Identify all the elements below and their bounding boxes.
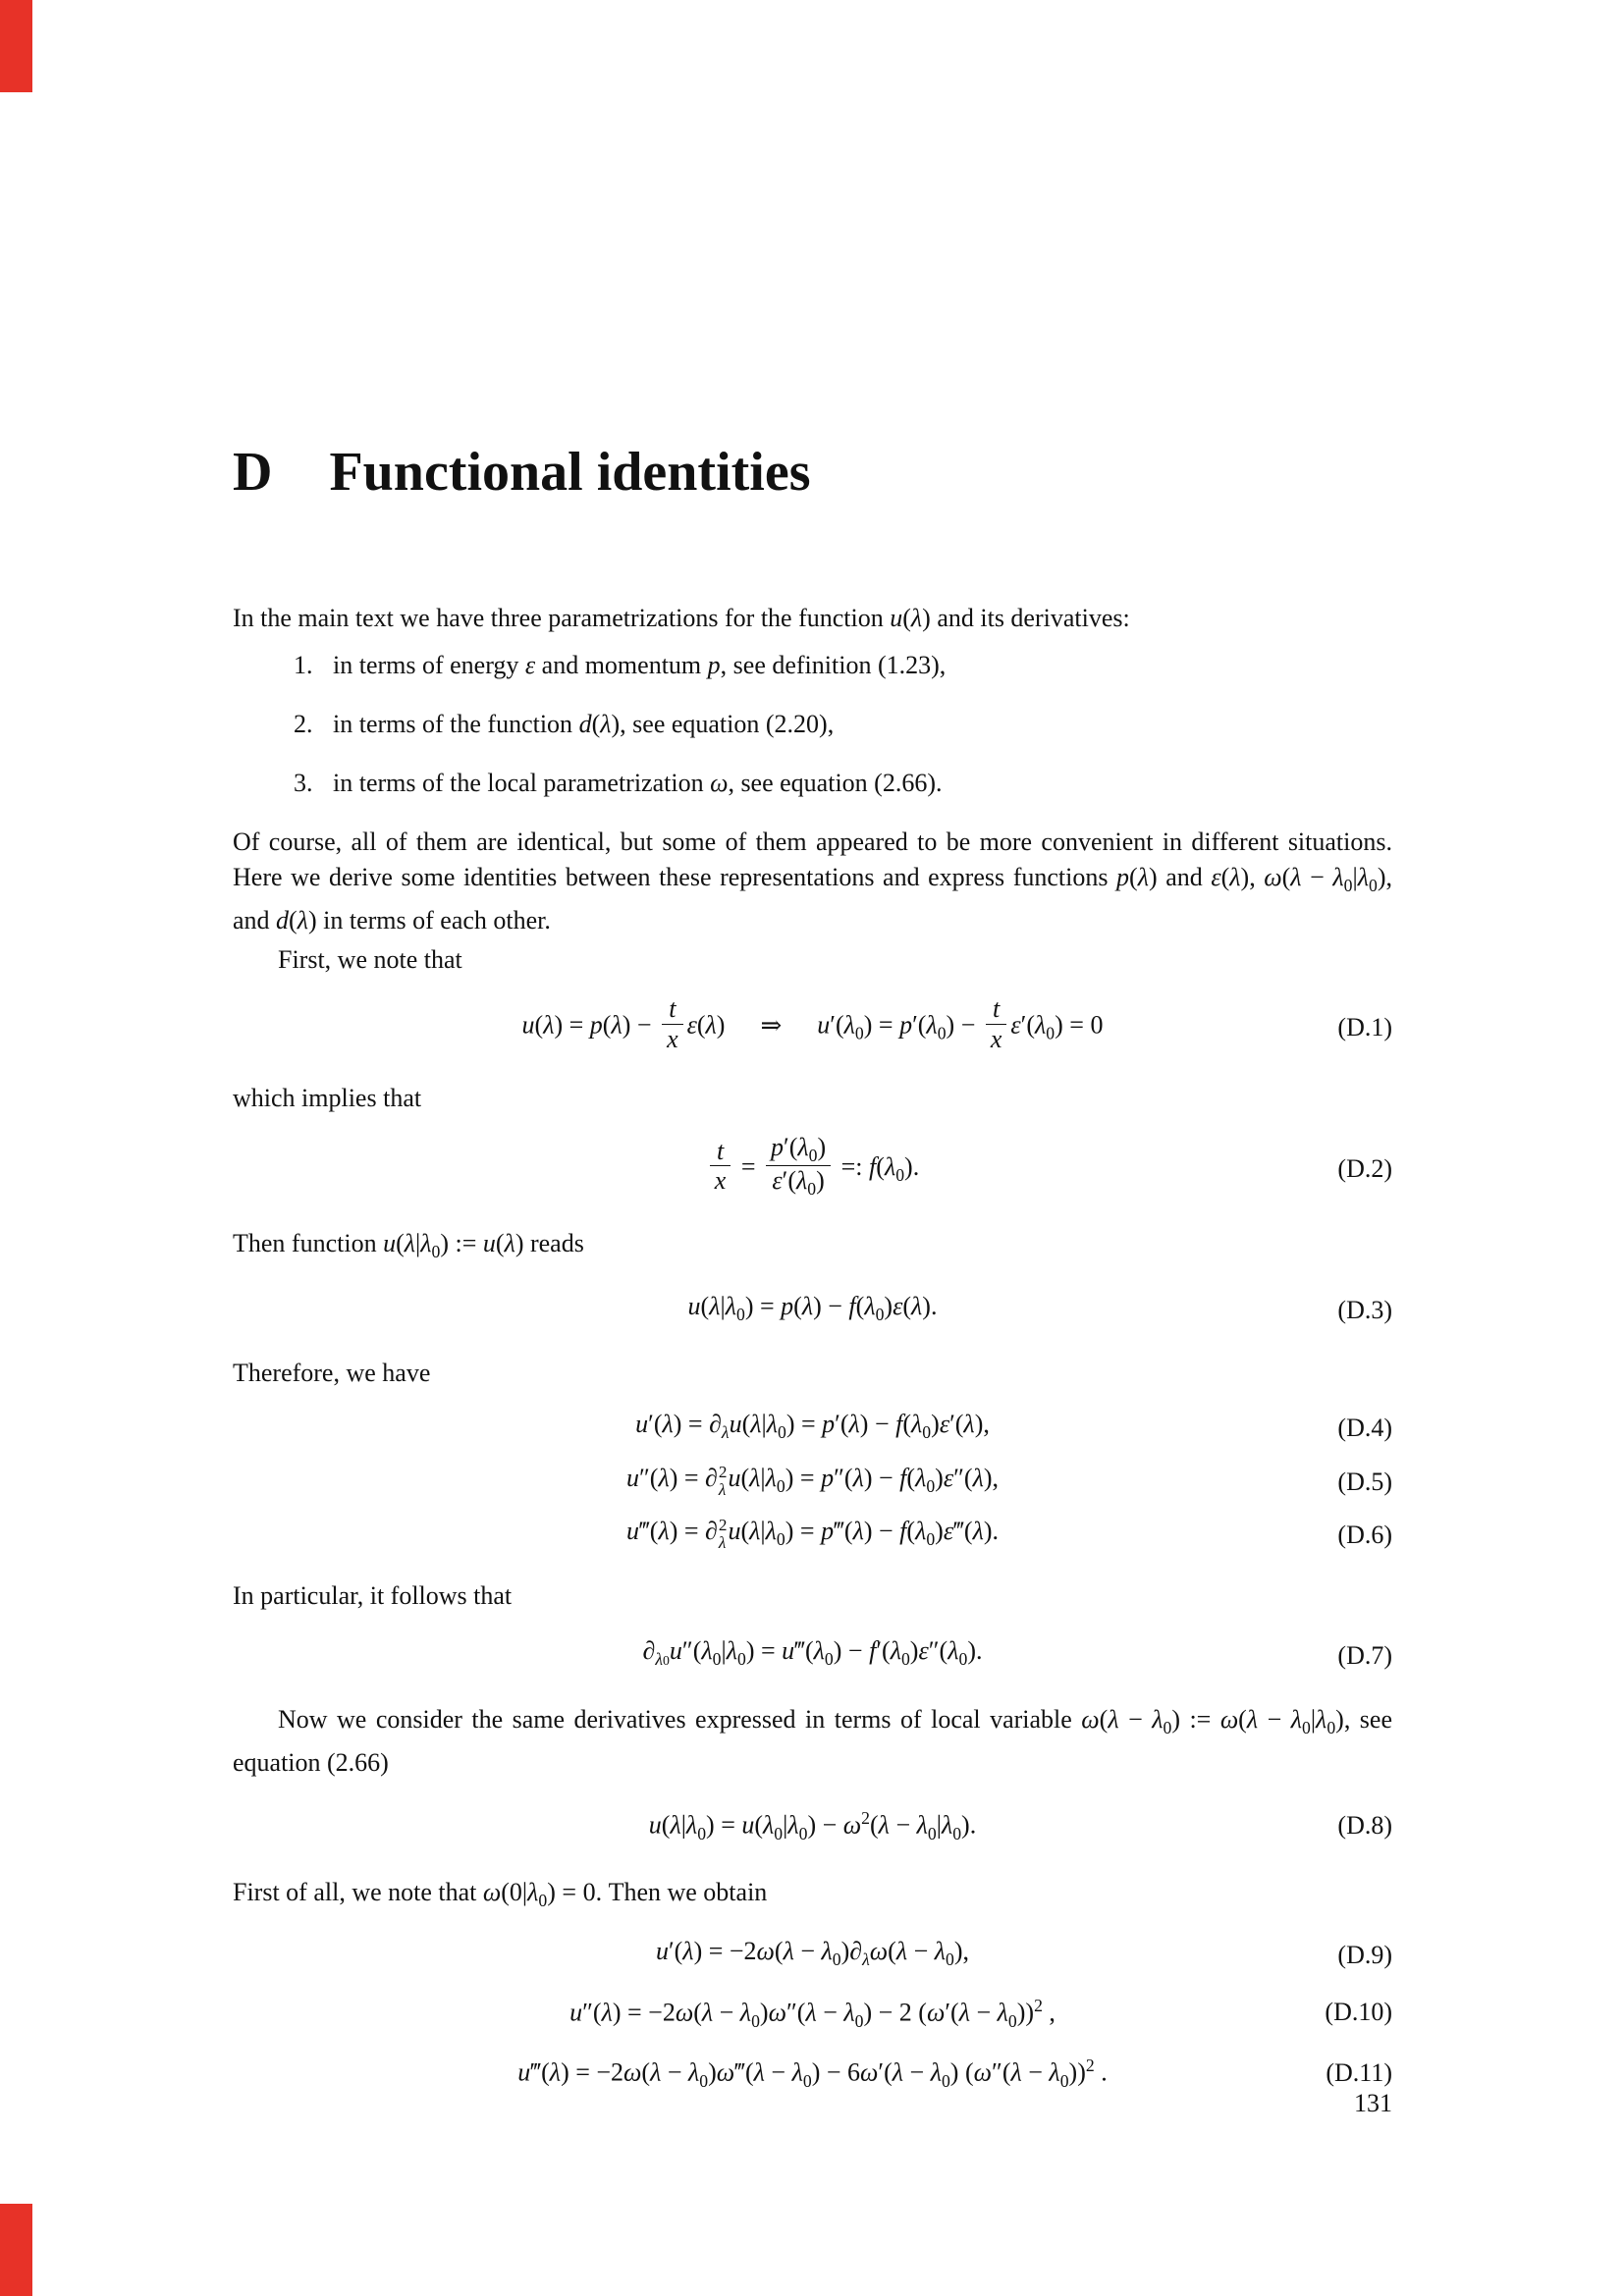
- equation-D5: [233, 1461, 1392, 1504]
- equation-group-D9-D11: [233, 1934, 1392, 2099]
- list-item-text: in terms of energy ε and momentum p, see definition (1.23),: [333, 651, 947, 679]
- list-item-number: 2.: [294, 710, 313, 738]
- equation-D2: [233, 1132, 1392, 1202]
- list-item-2: [233, 707, 1392, 742]
- paragraph-intro: In the main text we have three parametrizations for the function u(λ) and its derivatives:: [233, 604, 1130, 632]
- red-edge-mark-top: [0, 0, 32, 92]
- equation-number: (D.1): [1337, 1012, 1392, 1041]
- paragraph-identical: Of course, all of them are identical, but some of them appeared to be more convenient in different situations. Here we derive some identities between these representations and express functions p(λ) and ε(λ), $\omega(\lambda - \lambda_0|\lambda_0)$, and d(λ) in terms of each other.: [233, 828, 1392, 935]
- equation-body: u″(λ) = ∂ 2 λ $u(\lambda|\lambda_0) = p''(\lambda) - f(\lambda_0)\varepsilon''(\lambda)$,: [625, 1463, 1000, 1499]
- equation-body: $\frac{t}{x}$ = $\frac{p'(\lambda_0)}{\varepsilon'(\lambda_0)}$ =: $f(\lambda_0)$.: [706, 1136, 919, 1202]
- paragraph-first-of-all: First of all, we note that $\omega(0|\lambda_0) = 0$. Then we obtain: [233, 1878, 768, 1911]
- equation-D9: [233, 1934, 1392, 1977]
- paragraph-now-consider: Now we consider the same derivatives expressed in terms of local variable $\omega(\lambda - \lambda_0)$ := $\omega(\lambda - \lambda_0|\lambda_0)$, see equation (2.66): [233, 1705, 1392, 1778]
- list-item-3: [233, 766, 1392, 801]
- equation-number: (D.4): [1337, 1414, 1392, 1443]
- equation-D6: [233, 1514, 1392, 1557]
- equation-D8: [233, 1800, 1392, 1851]
- list-item-text: in terms of the local parametrization ω, see equation (2.66).: [333, 769, 943, 797]
- equation-number: (D.10): [1325, 1998, 1392, 2027]
- list-item-number: 3.: [294, 769, 313, 797]
- equation-number: (D.2): [1337, 1153, 1392, 1183]
- equation-D4: [233, 1407, 1392, 1450]
- equation-D3: [233, 1289, 1392, 1332]
- ordered-list: [233, 648, 1392, 801]
- list-item-text: in terms of the function d(λ), see equation (2.20),: [333, 710, 835, 738]
- equation-number: (D.11): [1326, 2058, 1392, 2088]
- equation-group-D4-D6: [233, 1407, 1392, 1557]
- page-number: 131: [1354, 2089, 1392, 2117]
- equation-body: u‴(λ) = $-2\omega(\lambda - \lambda_0)\omega‴(\lambda - \lambda_0) - 6\omega'(\lambda - \lambda_0)$ $(\omega''(\lambda - \lambda_0))^2$ .: [517, 2056, 1108, 2092]
- equation-number: (D.8): [1337, 1811, 1392, 1841]
- red-edge-mark-bottom: [0, 2204, 32, 2296]
- equation-body: u‴(λ) = ∂ 2 λ $u(\lambda|\lambda_0)$ = p‴(λ) − $f(\lambda_0)\varepsilon‴(\lambda)$.: [625, 1516, 1000, 1553]
- equation-body: u(λ) = p(λ) − $\frac{t}{x}$ ε(λ) ⇒ $u'(\lambda_0) = p'(\lambda_0)$ − $\frac{t}{x}$ $\varepsilon'(\lambda_0) = 0$: [521, 994, 1104, 1054]
- paragraph-which-implies: which implies that: [233, 1083, 422, 1112]
- page-content: [233, 442, 1392, 2120]
- equation-body: $u''(\lambda) = -2\omega(\lambda - \lambda_0)\omega''(\lambda - \lambda_0) - 2$ $(\omega'(\lambda - \lambda_0))^2$ ,: [569, 1995, 1056, 2031]
- section-letter: D: [233, 442, 273, 503]
- paragraph-first-note: First, we note that: [278, 945, 462, 975]
- equation-number: (D.7): [1337, 1641, 1392, 1671]
- list-item-1: [233, 648, 1392, 683]
- section-title: Functional identities: [329, 442, 811, 503]
- equation-body: $u(\lambda|\lambda_0) = p(\lambda) - f(\lambda_0)\varepsilon(\lambda)$.: [687, 1292, 938, 1325]
- equation-body: $u'(\lambda) = -2\omega(\lambda - \lambda_0)\partial_\lambda\omega(\lambda - \lambda_0)$,: [655, 1937, 970, 1970]
- paragraph-in-particular: In particular, it follows that: [233, 1580, 513, 1610]
- equation-body: $\partial_{\lambda 0}u''(\lambda_0|\lambda_0)$ = $u‴(\lambda_0) - f'(\lambda_0)\varepsilon''(\lambda_0)$.: [642, 1635, 983, 1670]
- equation-number: (D.9): [1337, 1941, 1392, 1970]
- equation-D11: [233, 2048, 1392, 2099]
- equation-body: $u'(\lambda) = \partial_\lambda u(\lambda|\lambda_0) = p'(\lambda) - f(\lambda_0)\varepsilon'(\lambda)$,: [635, 1410, 990, 1443]
- section-heading: [233, 442, 1392, 503]
- equation-number: (D.3): [1337, 1296, 1392, 1325]
- equation-number: (D.6): [1337, 1520, 1392, 1549]
- paragraph-then-function: Then function $u(\lambda|\lambda_0)$ := u(λ) reads: [233, 1229, 584, 1262]
- equation-D7: [233, 1633, 1392, 1679]
- equation-body: $u(\lambda|\lambda_0) = u(\lambda_0|\lambda_0) - \omega^2(\lambda - \lambda_0|\lambda_0)$.: [648, 1808, 977, 1844]
- equation-number: (D.5): [1337, 1467, 1392, 1496]
- equation-D1: [233, 994, 1392, 1057]
- equation-D10: [233, 1988, 1392, 2039]
- paragraph-therefore: Therefore, we have: [233, 1359, 431, 1388]
- list-item-number: 1.: [294, 651, 313, 679]
